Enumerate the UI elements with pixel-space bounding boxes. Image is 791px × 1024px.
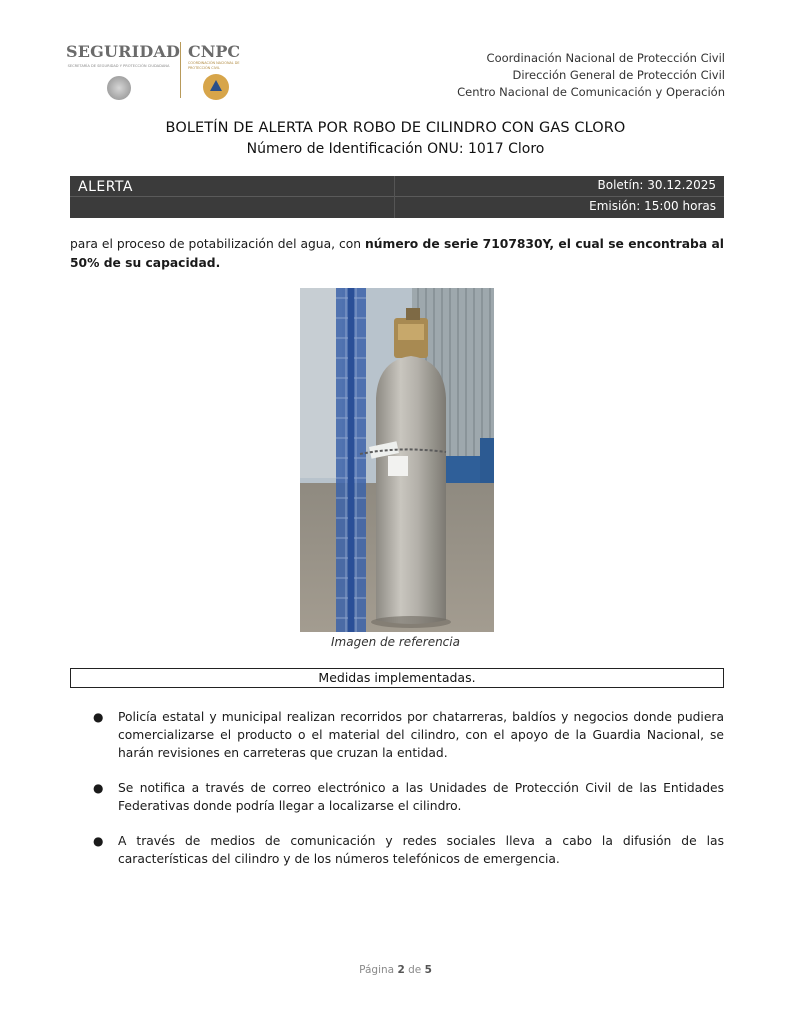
emission-time: Emisión: 15:00 horas: [589, 199, 716, 213]
measures-list: [91, 708, 724, 868]
page-footer: [0, 964, 791, 976]
document-subtitle: Número de Identificación ONU: 1017 Cloro: [246, 141, 545, 157]
agency-line-1: Coordinación Nacional de Protección Civil: [486, 51, 725, 65]
current-page-number: 2: [397, 964, 405, 976]
civil-protection-emblem-icon: [203, 74, 229, 100]
logo-divider: [180, 42, 181, 98]
national-seal-icon: [107, 76, 131, 100]
list-item: [91, 832, 724, 868]
footer-middle: de: [404, 964, 425, 976]
reference-photo: [300, 288, 494, 632]
paragraph-text: para el proceso de potabilización del agua, con: [70, 237, 366, 251]
alert-bar: [70, 176, 724, 218]
seguridad-logo-subtext: SECRETARÍA DE SEGURIDAD Y PROTECCIÓN CIUDADANA: [67, 64, 170, 68]
seguridad-logo-text: SEGURIDAD: [66, 42, 181, 61]
list-item-text: A través de medios de comunicación y redes sociales lleva a cabo la difusión de las características del cilindro y de los números telefónicos de emergencia.: [118, 834, 724, 866]
alert-bar-divider: [70, 196, 724, 197]
bullet-icon: ●: [93, 834, 104, 848]
agency-line-2: Dirección General de Protección Civil: [512, 68, 725, 82]
measures-title: Medidas implementadas.: [70, 668, 724, 688]
body-paragraph: [70, 235, 724, 273]
alert-label: ALERTA: [78, 179, 133, 195]
agency-block: [457, 50, 725, 101]
agency-line-3: Centro Nacional de Comunicación y Operación: [457, 85, 725, 99]
alert-bar-column-divider: [394, 176, 395, 218]
footer-prefix: Página: [359, 964, 398, 976]
image-caption: Imagen de referencia: [331, 635, 460, 649]
paragraph-bold-text: número de serie 7107830Y, el cual se encontraba al 50% de su capacidad.: [70, 237, 724, 270]
chlorine-cylinder-photo: [300, 288, 494, 632]
document-title: BOLETÍN DE ALERTA POR ROBO DE CILINDRO CON GAS CLORO: [165, 120, 626, 136]
bullet-icon: ●: [93, 781, 104, 795]
bullet-icon: ●: [93, 710, 104, 724]
list-item: [91, 708, 724, 762]
cnpc-logo-subtext: COORDINACIÓN NACIONAL DE PROTECCIÓN CIVIL: [188, 61, 240, 70]
bulletin-date: Boletín: 30.12.2025: [597, 178, 716, 192]
list-item-text: Se notifica a través de correo electrónico a las Unidades de Protección Civil de las Entidades Federativas donde podría llegar a localizarse el cilindro.: [118, 781, 724, 813]
total-pages-number: 5: [424, 964, 432, 976]
list-item: [91, 779, 724, 815]
list-item-text: Policía estatal y municipal realizan recorridos por chatarreras, baldíos y negocios donde pudiera comercializarse el producto o el material del cilindro, con el apoyo de la Guardia Nacional, se harán revisiones en carreteras que cruzan la entidad.: [118, 710, 724, 760]
cnpc-logo-text: CNPC: [188, 42, 241, 61]
header-logos: [66, 40, 246, 102]
